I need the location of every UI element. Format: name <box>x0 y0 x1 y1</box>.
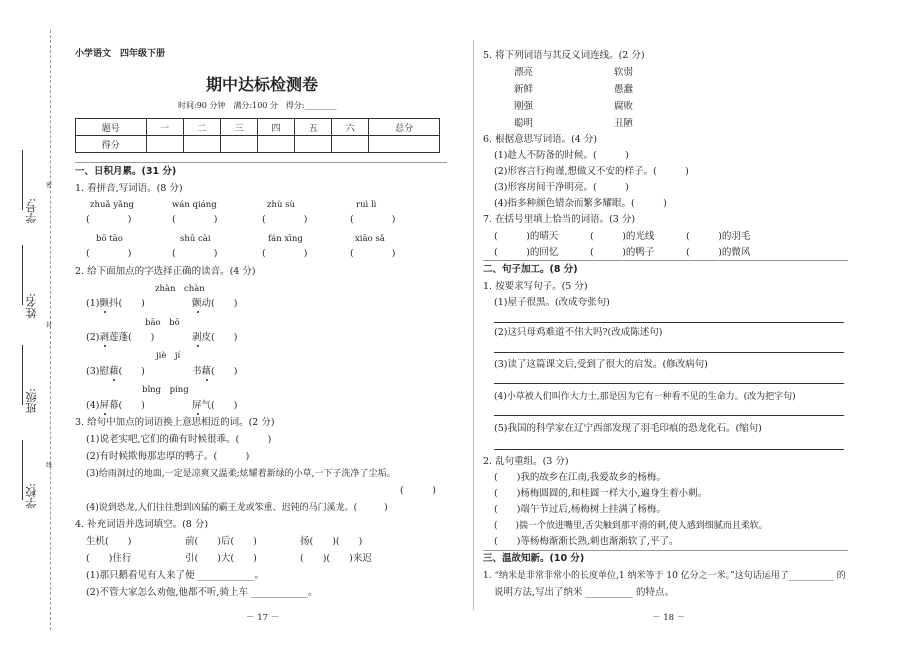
score-cell: 得分 <box>76 136 147 153</box>
reorder-item: ( )杨梅圆圆的,和桂圆一样大小,遍身生着小刺。 <box>494 488 707 499</box>
answer-line[interactable] <box>494 415 844 416</box>
fill-blank[interactable]: ( )的晴天 <box>494 231 559 242</box>
banji-label: 班级: <box>25 388 38 414</box>
pinyin: zhù sù <box>267 200 295 210</box>
q6-item: (1)趁人不防备的时候。( ) <box>494 150 629 161</box>
q4-prompt: 4. 补充词语并选词填空。(8 分) <box>75 519 209 530</box>
pinyin: zhuǎ yǎng <box>90 200 134 210</box>
emphasis-dot <box>197 413 199 415</box>
antonym-right: 腐败 <box>614 101 634 112</box>
pinyin: wán qiáng <box>172 200 217 210</box>
answer-blank[interactable]: ( ) <box>86 248 132 259</box>
pinyin-options: bǐng píng <box>142 385 189 395</box>
antonym-left: 新鲜 <box>514 84 534 95</box>
answer-line[interactable] <box>494 449 844 450</box>
antonym-left: 刚强 <box>514 101 534 112</box>
q2-item: 屏气( ) <box>192 400 238 411</box>
answer-blank[interactable]: ( ) <box>400 485 436 496</box>
q2-item: (3)慰藉( ) <box>86 366 145 377</box>
score-table-row <box>76 136 440 153</box>
answer-blank[interactable]: ( ) <box>86 214 132 225</box>
page-number: － 18 － <box>652 613 686 623</box>
q6-item: (2)形容言行拘谨,想做又不安的样子。( ) <box>494 166 689 177</box>
emphasis-dot <box>206 379 208 381</box>
reorder-item: ( )端午节过后,杨梅树上挂满了杨梅。 <box>494 504 666 515</box>
idiom-blank[interactable]: 前( )后( ) <box>185 536 257 547</box>
name-line-3 <box>22 345 23 405</box>
s2-q2-prompt: 2. 乱句重组。(3 分) <box>483 456 569 467</box>
score-cell[interactable] <box>183 136 220 153</box>
idiom-blank[interactable]: ( )住行 <box>86 553 132 564</box>
name-line-2 <box>22 245 23 305</box>
q3-item: (4)说到恐龙,人们往往想到凶猛的霸王龙或笨重、迟钝的马门溪龙。( ) <box>86 503 388 513</box>
q2-item: (1)颤抖( ) <box>86 298 145 309</box>
page-number: － 17 － <box>246 613 280 623</box>
antonym-right: 丑陋 <box>614 118 634 129</box>
section-1-heading: 一、日积月累。(31 分) <box>75 166 177 177</box>
score-head-cell: 五 <box>295 119 332 136</box>
q2-item: (4)屏幕( ) <box>86 400 145 411</box>
xuexiao-label: 学校: <box>25 483 38 509</box>
emphasis-dot <box>104 311 106 313</box>
q3-prompt: 3. 给句中加点的词语换上意思相近的词。(2 分) <box>75 417 275 428</box>
answer-blank[interactable]: ( ) <box>262 248 308 259</box>
q6-item: (4)指多种颜色错杂而繁多耀眼。( ) <box>494 198 667 209</box>
answer-line[interactable] <box>494 383 844 384</box>
emphasis-dot <box>104 413 106 415</box>
q5-prompt: 5. 将下列词语与其反义词连线。(2 分) <box>483 50 645 61</box>
section-rule <box>483 260 848 261</box>
q4-item: (1)那只鹅看见有人来了便 ____________。 <box>86 570 264 581</box>
score-cell[interactable] <box>295 136 332 153</box>
pinyin-options: jiè jí <box>156 351 181 361</box>
q3-item: (2)有时候欺侮那忠厚的鸭子。( ) <box>86 451 250 462</box>
s2-q1-item: (3)读了这篇课文后,受到了很大的启发。(修改病句) <box>494 359 708 370</box>
score-head-cell: 总分 <box>369 119 440 136</box>
pinyin: shū cài <box>180 234 211 244</box>
q6-item: (3)形容房间干净明亮。( ) <box>494 182 629 193</box>
q2-item: 书藉( ) <box>192 366 238 377</box>
q2-item: 颤动( ) <box>192 298 238 309</box>
idiom-blank[interactable]: 引( )大( ) <box>185 553 257 564</box>
feng-mark: 封 <box>46 322 53 329</box>
q1-prompt: 1. 看拼音,写词语。(8 分) <box>75 183 183 194</box>
antonym-left: 漂亮 <box>514 67 534 78</box>
pinyin: ruì lì <box>356 200 377 210</box>
q7-prompt: 7. 在括号里填上恰当的词语。(3 分) <box>483 214 636 225</box>
pinyin: xiāo sǎ <box>355 234 385 244</box>
s2-q1-item: (1)屋子很黑。(改成夸张句) <box>494 297 610 308</box>
idiom-blank[interactable]: 生机( ) <box>86 536 132 547</box>
s2-q1-prompt: 1. 按要求写句子。(5 分) <box>483 281 588 292</box>
idiom-blank[interactable]: ( )( )来迟 <box>300 553 372 564</box>
emphasis-dot <box>113 379 115 381</box>
fill-blank[interactable]: ( )的鸭子 <box>590 247 655 258</box>
s2-q1-item: (5)我国的科学家在辽宁西部发现了羽毛印痕的恐龙化石。(缩句) <box>494 423 762 434</box>
score-head-cell: 三 <box>220 119 257 136</box>
answer-blank[interactable]: ( ) <box>350 214 396 225</box>
antonym-left: 聪明 <box>514 118 534 129</box>
fill-blank[interactable]: ( )的羽毛 <box>686 231 751 242</box>
pinyin: fán xīng <box>268 234 303 244</box>
reorder-item: ( )揣一个放进嘴里,舌尖触到那平滑的刺,使人感到细腻而且柔软。 <box>494 521 768 531</box>
xian-mark: 线 <box>46 462 53 469</box>
reorder-item: ( )我的故乡在江南,我爱故乡的杨梅。 <box>494 472 666 483</box>
page-title: 期中达标检测卷 <box>206 75 319 94</box>
answer-line[interactable] <box>494 322 844 323</box>
emphasis-dot <box>104 345 106 347</box>
fill-blank[interactable]: ( )的微风 <box>686 247 751 258</box>
pinyin: bō tāo <box>96 234 123 244</box>
score-table <box>75 118 440 153</box>
fill-blank[interactable]: ( )的回忆 <box>494 247 559 258</box>
score-table-head <box>76 119 440 136</box>
xingming-label: 姓名: <box>25 293 38 319</box>
s2-q1-item: (2)这只母鸡难道不伟大吗?(改成陈述句) <box>494 327 663 338</box>
score-cell[interactable] <box>220 136 257 153</box>
score-head-cell: 二 <box>183 119 220 136</box>
page-divider <box>473 40 474 610</box>
s3-q1-text: 1. “纳米是非常非常小的长度单位,1 纳米等于 10 亿分之一米。”这句话运用了__________ 的 <box>483 571 846 581</box>
section-2-heading: 二、句子加工。(8 分) <box>483 264 578 275</box>
emphasis-dot <box>197 311 199 313</box>
score-cell[interactable] <box>332 136 369 153</box>
score-head-cell: 一 <box>146 119 183 136</box>
idiom-blank[interactable]: 扬( )( ) <box>300 536 363 547</box>
q3-item: (3)给雨洞过的地面,一定是凉爽又温柔;炫耀着新绿的小草,一下子洗净了尘垢。 <box>86 469 396 479</box>
antonym-right: 软弱 <box>614 67 634 78</box>
answer-blank[interactable]: ( ) <box>262 214 308 225</box>
section-rule <box>75 162 447 163</box>
s2-q1-item: (4)小草被人们叫作大力士,那是因为它有一种看不见的生命力。(改为把字句) <box>494 392 796 402</box>
reorder-item: ( )等杨梅渐渐长熟,刺也渐渐软了,平了。 <box>494 536 679 547</box>
answer-line[interactable] <box>494 352 844 353</box>
series-label: 小学语文 四年级下册 <box>75 49 166 59</box>
answer-blank[interactable]: ( ) <box>172 248 218 259</box>
pinyin-options: zhàn chàn <box>155 284 205 294</box>
answer-blank[interactable]: ( ) <box>350 248 396 259</box>
fill-blank[interactable]: ( )的光线 <box>590 231 655 242</box>
emphasis-dot <box>197 345 199 347</box>
q2-item: 剥皮( ) <box>192 332 238 343</box>
exam-meta: 时间:90 分钟 满分:100 分 得分:________ <box>178 101 337 110</box>
section-rule <box>483 550 848 551</box>
pinyin-options: bāo bō <box>145 318 180 328</box>
score-head-cell: 题号 <box>76 119 147 136</box>
q2-prompt: 2. 给下面加点的字选择正确的读音。(4 分) <box>75 266 256 277</box>
name-line-1 <box>22 150 23 210</box>
score-cell[interactable] <box>369 136 440 153</box>
s3-q1-text-cont: 说明方法,写出了纳米 __________ 的特点。 <box>494 587 675 598</box>
xuehao-label: 学号: <box>25 198 38 224</box>
answer-blank[interactable]: ( ) <box>172 214 218 225</box>
q4-item: (2)不管大家怎么劝他,他都不听,骑上车 ____________。 <box>86 587 318 598</box>
q3-item: (1)说老实吧,它们的确有时候很乖。( ) <box>86 434 272 445</box>
score-head-cell: 四 <box>257 119 294 136</box>
score-cell[interactable] <box>257 136 294 153</box>
score-cell[interactable] <box>146 136 183 153</box>
mi-mark: 密 <box>46 182 53 189</box>
name-line-4 <box>22 440 23 500</box>
antonym-right: 愚蠢 <box>614 84 634 95</box>
score-head-cell: 六 <box>332 119 369 136</box>
q2-item: (2)剥莲蓬( ) <box>86 332 155 343</box>
q6-prompt: 6. 根据意思写词语。(4 分) <box>483 134 598 145</box>
section-3-heading: 三、温故知新。(10 分) <box>483 553 585 564</box>
